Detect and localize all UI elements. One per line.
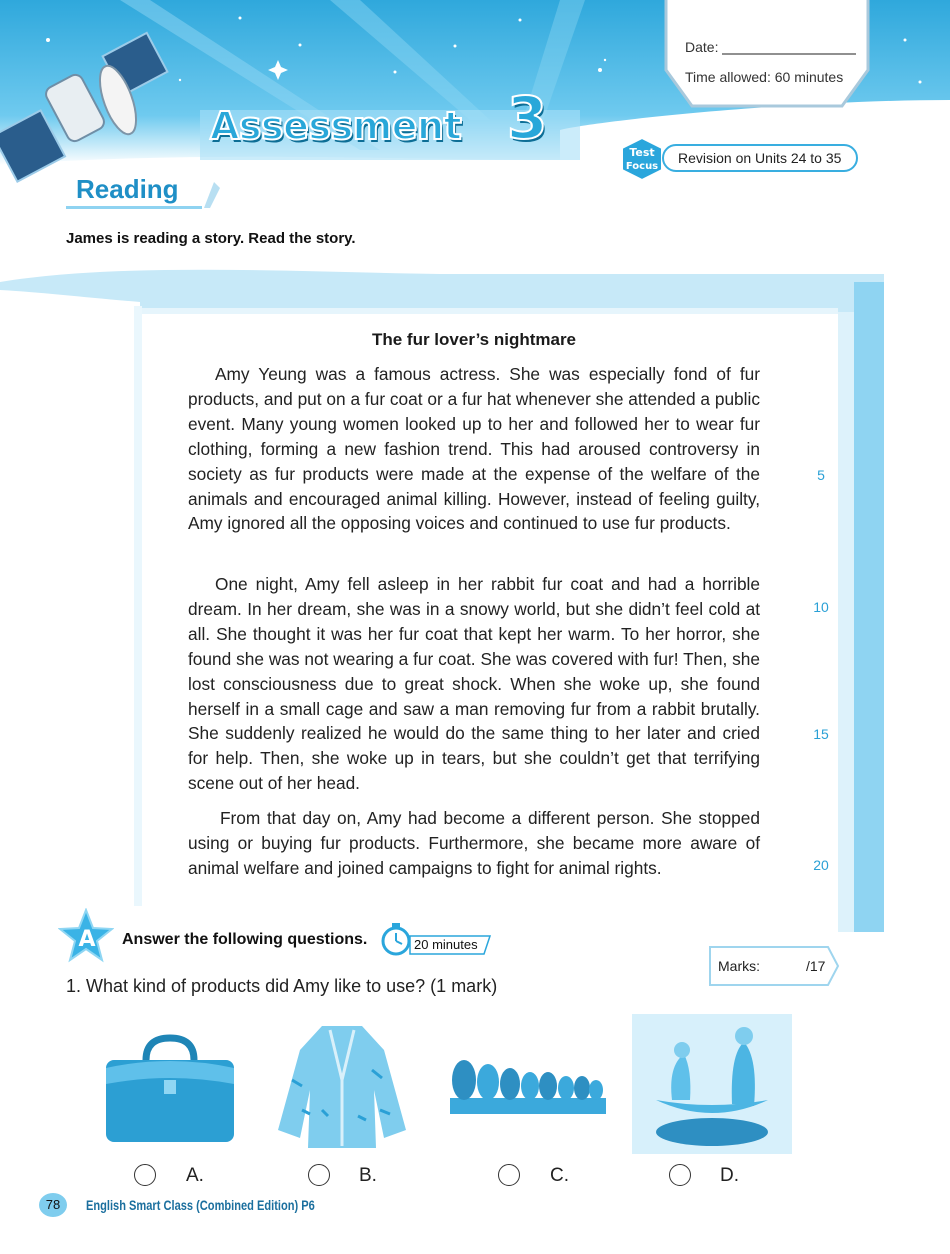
option-d-radio[interactable] [669,1164,691,1186]
line-number: 20 [813,857,829,873]
page-number: 78 [45,1197,61,1212]
story-title: The fur lover’s nightmare [371,330,577,349]
section-a-letter: A [78,927,96,952]
story-paragraph-3: From that day on, Amy had become a different person. She stopped using or buying fur products. Furthermore, she became more aware of animal welfare and joined campaigns to fight for animal rights. [188,808,760,878]
line-number: 10 [813,599,829,615]
option-b-radio[interactable] [308,1164,330,1186]
option-b-fur-coat-image [272,1020,412,1154]
time-allowed: Time allowed: 60 minutes [685,69,844,85]
instruction-text: James is reading a story. Read the story. [66,230,356,247]
test-focus-line2: Focus [625,161,659,172]
option-b-letter: B. [359,1165,377,1186]
book-title: English Smart Class (Combined Edition) P6 [86,1198,315,1213]
date-field[interactable] [722,38,856,56]
test-focus-line1: Test [629,146,655,159]
question-1-text: 1. What kind of products did Amy like to use? (1 mark) [66,976,498,996]
section-heading: Reading [76,174,179,204]
line-number: 15 [813,726,829,742]
option-c-nesting-dolls-image [450,1050,606,1116]
section-a-star-icon [58,908,114,964]
date-box-frame [662,0,872,112]
option-d-letter: D. [720,1165,739,1186]
story-paragraph-1: Amy Yeung was a famous actress. She was especially fond of fur products, and put on a fur coat or a fur hat whenever she attended a public event. Many young women looked up to her and followed her to wear fur clothing, forming a new fashion trend. This had aroused controversy in society as fur products were made at the expense of the welfare of the animals and encouraged animal killing. However, instead of feeling guilty, Amy ignored all the opposing voices and continued to use fur products. [188,364,760,534]
option-a-leather-bag-image [96,1024,242,1154]
option-a-letter: A. [186,1165,204,1186]
time-limit: 20 minutes [414,937,478,952]
line-number: 5 [817,467,825,483]
marks-total: /17 [806,958,826,974]
page-title: Assessment [210,104,462,148]
option-c-letter: C. [550,1165,569,1186]
option-d-figurine-image [632,1014,792,1154]
date-label: Date: [685,39,719,55]
assessment-number: 3 [507,84,548,152]
heading-underline [66,206,202,209]
story-paragraph-2: One night, Amy fell asleep in her rabbit fur coat and had a horrible dream. In her dream, she was in a snowy world, but she didn’t feel cold at all. She thought it was her fur coat that kept her warm. To her horror, she found she was not wearing a fur coat. She was covered with fur! Then, she lost consciousness due to great shock. When she woke up, she found herself in a small cage and saw a man removing fur from a rabbit brutally. She suddenly realized he would do the same thing to her later and cried for help. Then, she woke up in tears, but she couldn’t get that terrifying scene out of her head. [188,574,760,794]
option-c-radio[interactable] [498,1164,520,1186]
revision-note: Revision on Units 24 to 35 [662,144,858,172]
part-a-instruction: Answer the following questions. [122,931,368,948]
marks-label: Marks: [718,958,760,974]
test-focus-badge [618,136,666,182]
option-a-radio[interactable] [134,1164,156,1186]
heading-flag-icon [200,180,222,210]
